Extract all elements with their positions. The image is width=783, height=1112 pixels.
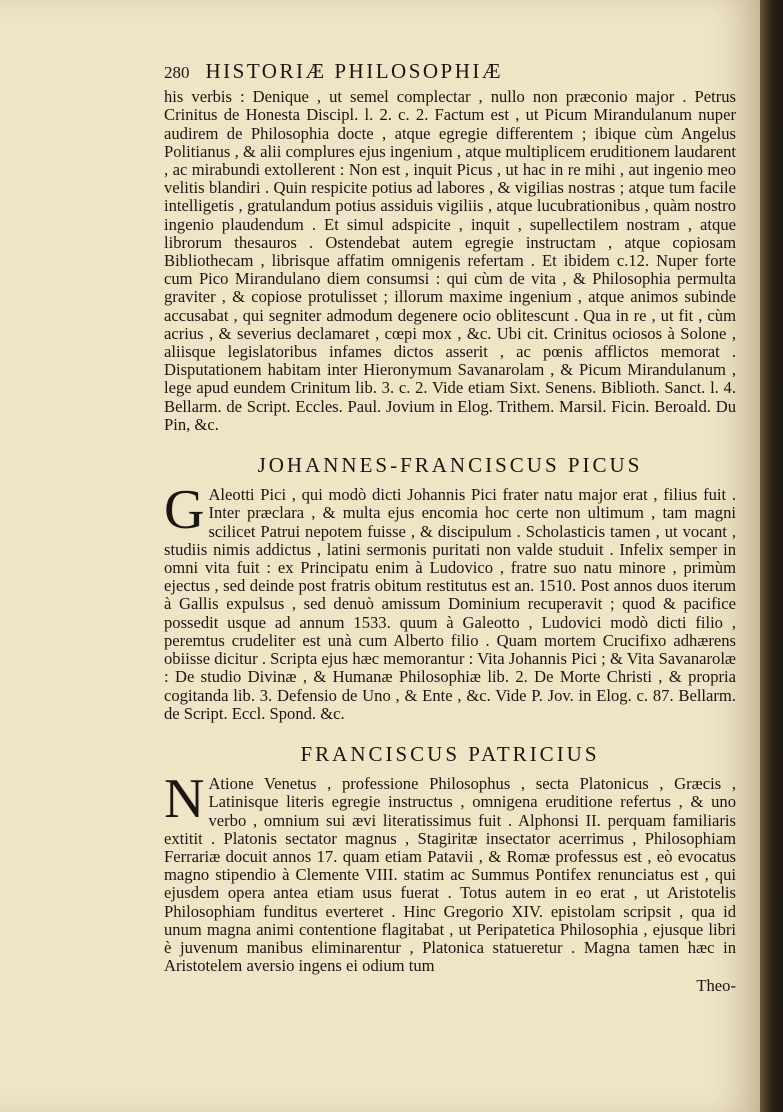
- running-title: HISTORIÆ PHILOSOPHIÆ: [205, 59, 504, 83]
- paragraph-continued: his verbis : Denique , ut semel complectar , nullo non præconio major . Petrus Crinitus de Honesta Discipl. l. 2. c. 2. Factum est , ut Picum Mirandulanum nuper audirem de Philosophia docte , atque egregie differentem ; ibique cùm Angelus Politianus , & alii complures ejus ingenium , atque multiplicem eruditionem laudarent , ac mirabundi extollerent : Non est , inquit Picus , ut hac in re mihi , aut ingenio meo velitis blandiri . Quin respicite potius ad labores , & vigilias nostras ; atque tum facile intelligetis , gratulandum potius assiduis vigiliis , atque lucubrationibus , quàm nostro ingenio plaudendum . Et simul adspicite , inquit , supellectilem nostram , atque librorum thesauros . Ostendebat autem egregie instructam , atque copiosam Bibliothecam , librisque affatim omnigenis refertam . Et ibidem c.12. Nuper forte cum Pico Mirandulano diem consumsi : qui cùm de vita , & Philosophia permulta graviter , & copiose protulisset ; illorum maxime ingenium , atque animos subinde accusabat , qui segniter admodum degenere ocio oblitescunt . Qua in re , ut fit , cùm acrius , & severius declamaret , cœpi mox , &c. Ubi cit. Crinitus ociosos à Solone , aliisque legislatoribus infames dictos asserit , ac pœnis afflictos memorat . Disputationem habitam inter Hieronymum Savanarolam , & Picum Mirandulanum , lege apud eundem Crinitum lib. 3. c. 2. Vide etiam Sixt. Senens. Biblioth. Sanct. l. 4. Bellarm. de Script. Eccles. Paul. Jovium in Elog. Trithem. Marsil. Ficin. Beroald. Du Pin, &c.: [164, 87, 736, 434]
- book-binding-edge: [760, 0, 783, 1112]
- section-text: Atione Venetus , professione Philosophus , secta Platonicus , Græcis , Latinisque literis egregie instructus , omnigena eruditione refertus , & uno verbo , omnium sui ævi literatissimus fuit . Alphonsi II. perquam familiaris extitit . Platonis sectator magnus , Stagiritæ insectator acerrimus , Philosophiam Ferrariæ docuit annos 17. quam etiam Patavii , & Romæ professus est , eò evocatus magno stipendio à Clemente VIII. statim ac Summus Pontifex renunciatus est , qui ejusdem opera antea etiam usus fuerat . Totus autem in eo erat , ut Aristotelis Philosophiam funditus everteret . Hinc Gregorio XIV. epistolam scripsit , qua id unum magna animi contentione flagitabat , ut Peripatetica Philosophia , ejusque libri è juvenum manibus eliminarentur , Platonica statueretur . Magna tamen hæc in Aristotelem aversio ingens ei odium tum: [164, 774, 736, 976]
- drop-initial: G: [164, 479, 205, 542]
- section-body-johannes-franciscus-picus: [164, 479, 736, 723]
- page-text-block: [164, 59, 736, 996]
- section-title-franciscus-patricius: FRANCISCUS PATRICIUS: [300, 741, 600, 766]
- page-number: 280: [164, 63, 190, 82]
- drop-initial: N: [164, 768, 205, 831]
- section-text: Aleotti Pici , qui modò dicti Johannis Pici frater natu major erat , filius fuit . Inter præclara , & multa ejus encomia hoc certe non ultimum , tam magni scilicet Patrui nepotem fuisse , & discipulum . Scholasticis tamen , ut vocant , studiis nimis addictus , latini sermonis puritati non valde studuit . Infelix semper in omni vita fuit : ex Principatu enim à Ludovico , fratre suo natu minore , primùm ejectus , sed deinde post fratris obitum restitutus est an. 1510. Post annos duos iterum à Gallis expulsus , sed denuò amissum Dominium recuperavit ; quod & pacifice possedit usque ad annum 1533. quum à Galeotto , Ludovici modò dicti filio , peremtus crudeliter est unà cum Alberto filio . Quam mortem Crucifixo adhærens obiisse dicitur . Scripta ejus hæc memorantur : Vita Johannis Pici ; & Vita Savanarolæ : De studio Divinæ , & Humanæ Philosophiæ lib. 2. De Morte Christi , & propria cogitanda lib. 3. Defensio de Uno , & Ente , &c. Vide P. Jov. in Elog. c. 87. Bellarm. de Script. Eccl. Spond. &c.: [164, 485, 736, 723]
- section-title-johannes-franciscus-picus: JOHANNES-FRANCISCUS PICUS: [257, 453, 643, 478]
- section-body-franciscus-patricius: [164, 768, 736, 976]
- page-header: [164, 59, 736, 83]
- catchword: Theo-: [696, 976, 736, 996]
